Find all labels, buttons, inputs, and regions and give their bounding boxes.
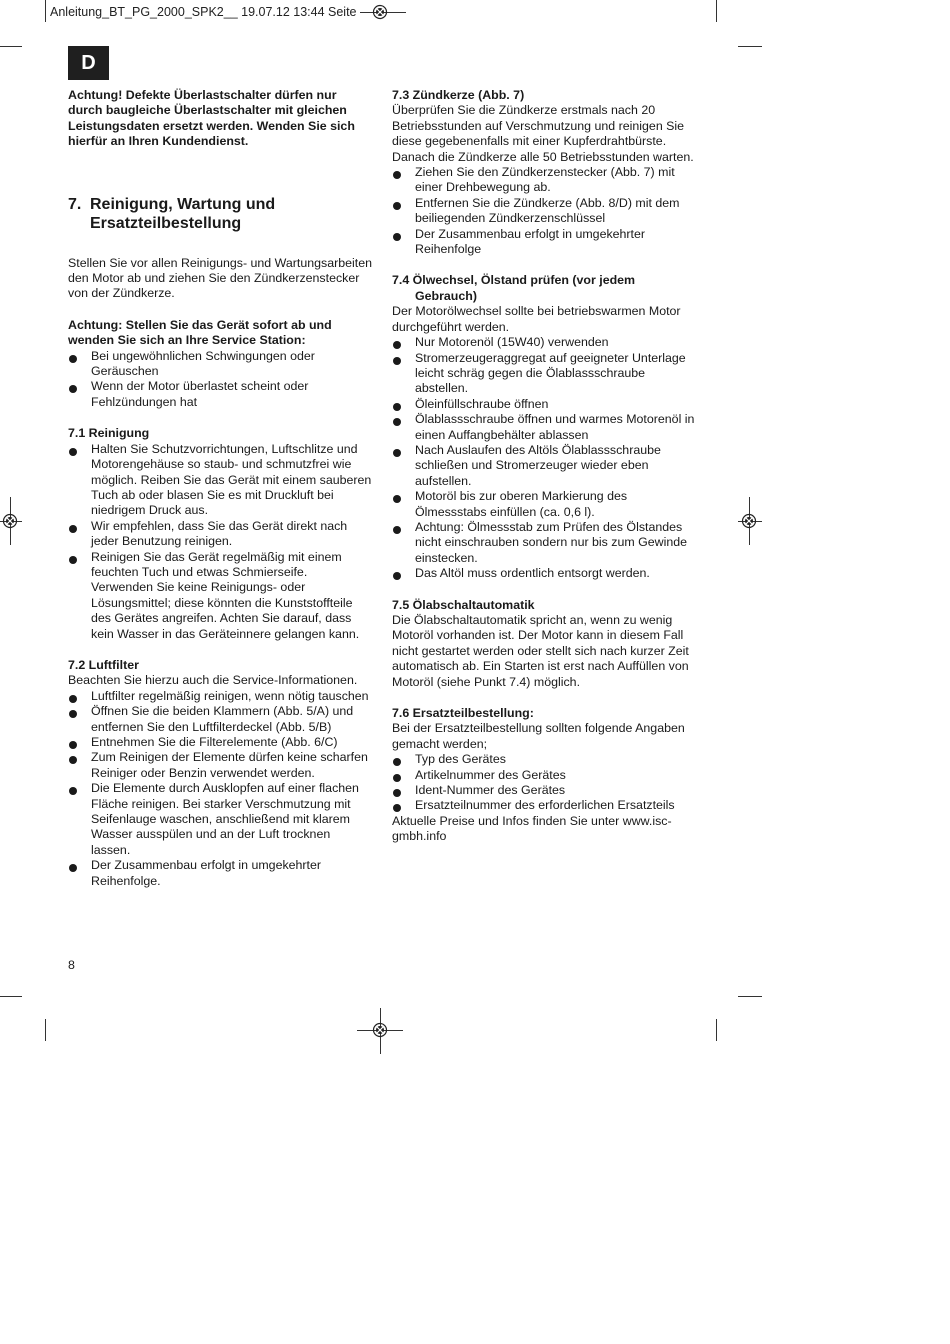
list-item: Entnehmen Sie die Filterelemente (Abb. 6/C) — [68, 735, 372, 750]
service-warning: Achtung: Stellen Sie das Gerät sofort ab und wenden Sie sich an Ihre Service Station: — [68, 317, 332, 348]
list-item: Die Elemente durch Ausklopfen auf einer flachen Fläche reinigen. Bei starker Verschmutzung mit Seifenlauge waschen, anschließend mit klarem Wasser ausspülen und an der Luft trocknen lassen. — [68, 781, 372, 858]
crop-mark — [45, 0, 46, 22]
section-7-2-intro: Beachten Sie hierzu auch die Service-Informationen. — [68, 673, 358, 688]
list-item: Zum Reinigen der Elemente dürfen keine scharfen Reiniger oder Benzin verwendet werden. — [68, 750, 372, 781]
section-7-1-title: 7.1 Reinigung — [68, 426, 150, 441]
section-7-6-intro: Bei der Ersatzteilbestellung sollten folgende Angaben gemacht werden; — [392, 721, 685, 751]
list-item: Öffnen Sie die beiden Klammern (Abb. 5/A) und entfernen Sie den Luftfilterdeckel (Abb. 5/B) — [68, 704, 372, 735]
list-item: Entfernen Sie die Zündkerze (Abb. 8/D) mit dem beiliegenden Zündkerzenschlüssel — [392, 196, 696, 227]
list-item: Öleinfüllschraube öffnen — [392, 397, 696, 412]
chapter-number: 7. — [68, 195, 82, 213]
crop-mark — [45, 1019, 46, 1041]
list-item: Das Altöl muss ordentlich entsorgt werden. — [392, 566, 696, 581]
section-7-5-text: Die Ölabschaltautomatik spricht an, wenn zu wenig Motoröl vorhanden ist. Der Motor kann in diesem Fall nicht gestartet werden oder stellt sich nach kurzer Zeit automatisch ab. Ein Starten ist erst nach Auffüllen von Motoröl (siehe Punkt 7.4) möglich. — [392, 613, 689, 689]
list-item: Stromerzeugeraggregat auf geeigneter Unterlage leicht schräg gegen die Ölablassschraube abstellen. — [392, 351, 696, 397]
list-item: Typ des Gerätes — [392, 752, 696, 767]
page-number: 8 — [68, 958, 75, 972]
registration-mark-icon — [372, 4, 388, 20]
crop-mark — [716, 0, 717, 22]
list-item: Nach Auslaufen des Altöls Ölablassschraube schließen und Stromerzeuger wieder eben aufstellen. — [392, 443, 696, 489]
section-7-6-title: 7.6 Ersatzteilbestellung: — [392, 706, 534, 721]
section-7-4-title: 7.4 Ölwechsel, Ölstand prüfen (vor jedem Gebrauch) — [392, 273, 636, 303]
section-7-1-list — [68, 442, 372, 642]
list-item: Luftfilter regelmäßig reinigen, wenn nötig tauschen — [68, 689, 372, 704]
list-item: Der Zusammenbau erfolgt in umgekehrter Reihenfolge. — [68, 858, 372, 889]
list-item: Halten Sie Schutzvorrichtungen, Luftschlitze und Motorengehäuse so staub- und schmutzfrei wie möglich. Reiben Sie das Gerät mit einem sauberen Tuch ab oder blasen Sie es mit Druckluft bei niedrigem Druck aus. — [68, 442, 372, 519]
section-7-2-title: 7.2 Luftfilter — [68, 657, 139, 672]
printer-slug: Anleitung_BT_PG_2000_SPK2__ 19.07.12 13:44 Seite — [50, 5, 357, 19]
list-item: Wir empfehlen, dass Sie das Gerät direkt nach jeder Benutzung reinigen. — [68, 519, 372, 550]
section-7-2-list — [68, 689, 372, 889]
section-7-3-intro: Überprüfen Sie die Zündkerze erstmals nach 20 Betriebsstunden auf Verschmutzung und reinigen Sie diese gegebenenfalls mit einer Kupferdrahtbürste. Danach die Zündkerze alle 50 Betriebsstunden warten. — [392, 103, 694, 164]
list-item: Achtung: Ölmessstab zum Prüfen des Ölstandes nicht einschrauben sondern nur bis zum Gewinde einstecken. — [392, 520, 696, 566]
language-badge: D — [68, 46, 109, 80]
list-item: Ölablassschraube öffnen und warmes Motorenöl in einen Auffangbehälter ablassen — [392, 412, 696, 443]
chapter-heading — [68, 195, 372, 234]
crop-mark — [0, 46, 22, 47]
section-7-4-list — [392, 335, 696, 582]
section-7-6-list — [392, 752, 696, 814]
list-item: Reinigen Sie das Gerät regelmäßig mit einem feuchten Tuch und etwas Schmierseife. Verwenden Sie keine Reinigungs- oder Lösungsmittel; diese könnten die Kunststoffteile des Gerätes angreifen. Achten Sie darauf, dass kein Wasser in das Geräteinnere gelangen kann. — [68, 550, 372, 642]
section-7-4-intro: Der Motorölwechsel sollte bei betriebswarmen Motor durchgeführt werden. — [392, 304, 681, 334]
chapter-title: Reinigung, Wartung und Ersatzteilbestellung — [90, 195, 276, 233]
crop-mark — [716, 1019, 717, 1041]
list-item: Ersatzteilnummer des erforderlichen Ersatzteils — [392, 798, 696, 813]
registration-mark-icon — [2, 513, 18, 529]
section-7-3-title: 7.3 Zündkerze (Abb. 7) — [392, 88, 525, 102]
list-item: Wenn der Motor überlastet scheint oder Fehlzündungen hat — [68, 379, 372, 410]
service-warning-list — [68, 349, 372, 411]
list-item: Artikelnummer des Gerätes — [392, 768, 696, 783]
crop-mark — [738, 46, 762, 47]
list-item: Motoröl bis zur oberen Markierung des Ölmessstabs einfüllen (ca. 0,6 l). — [392, 489, 696, 520]
section-7-5-title: 7.5 Ölabschaltautomatik — [392, 597, 535, 612]
right-column — [392, 88, 696, 845]
crop-mark — [738, 996, 762, 997]
list-item: Bei ungewöhnlichen Schwingungen oder Geräuschen — [68, 349, 372, 380]
overload-warning: Achtung! Defekte Überlastschalter dürfen nur durch baugleiche Überlastschalter mit gleichen Leistungsdaten ersetzt werden. Wenden Sie sich hierfür an Ihren Kundendienst. — [68, 88, 355, 149]
section-7-3-list — [392, 165, 696, 257]
crop-mark — [0, 996, 22, 997]
left-column — [68, 88, 372, 889]
list-item: Ziehen Sie den Zündkerzenstecker (Abb. 7) mit einer Drehbewegung ab. — [392, 165, 696, 196]
registration-mark-icon — [372, 1022, 388, 1038]
list-item: Der Zusammenbau erfolgt in umgekehrter Reihenfolge — [392, 227, 696, 258]
registration-mark-icon — [741, 513, 757, 529]
list-item: Ident-Nummer des Gerätes — [392, 783, 696, 798]
intro-text: Stellen Sie vor allen Reinigungs- und Wartungsarbeiten den Motor ab und ziehen Sie den Zündkerzenstecker von der Zündkerze. — [68, 255, 372, 301]
section-7-6-outro: Aktuelle Preise und Infos finden Sie unter www.isc-gmbh.info — [392, 813, 672, 844]
list-item: Nur Motorenöl (15W40) verwenden — [392, 335, 696, 350]
